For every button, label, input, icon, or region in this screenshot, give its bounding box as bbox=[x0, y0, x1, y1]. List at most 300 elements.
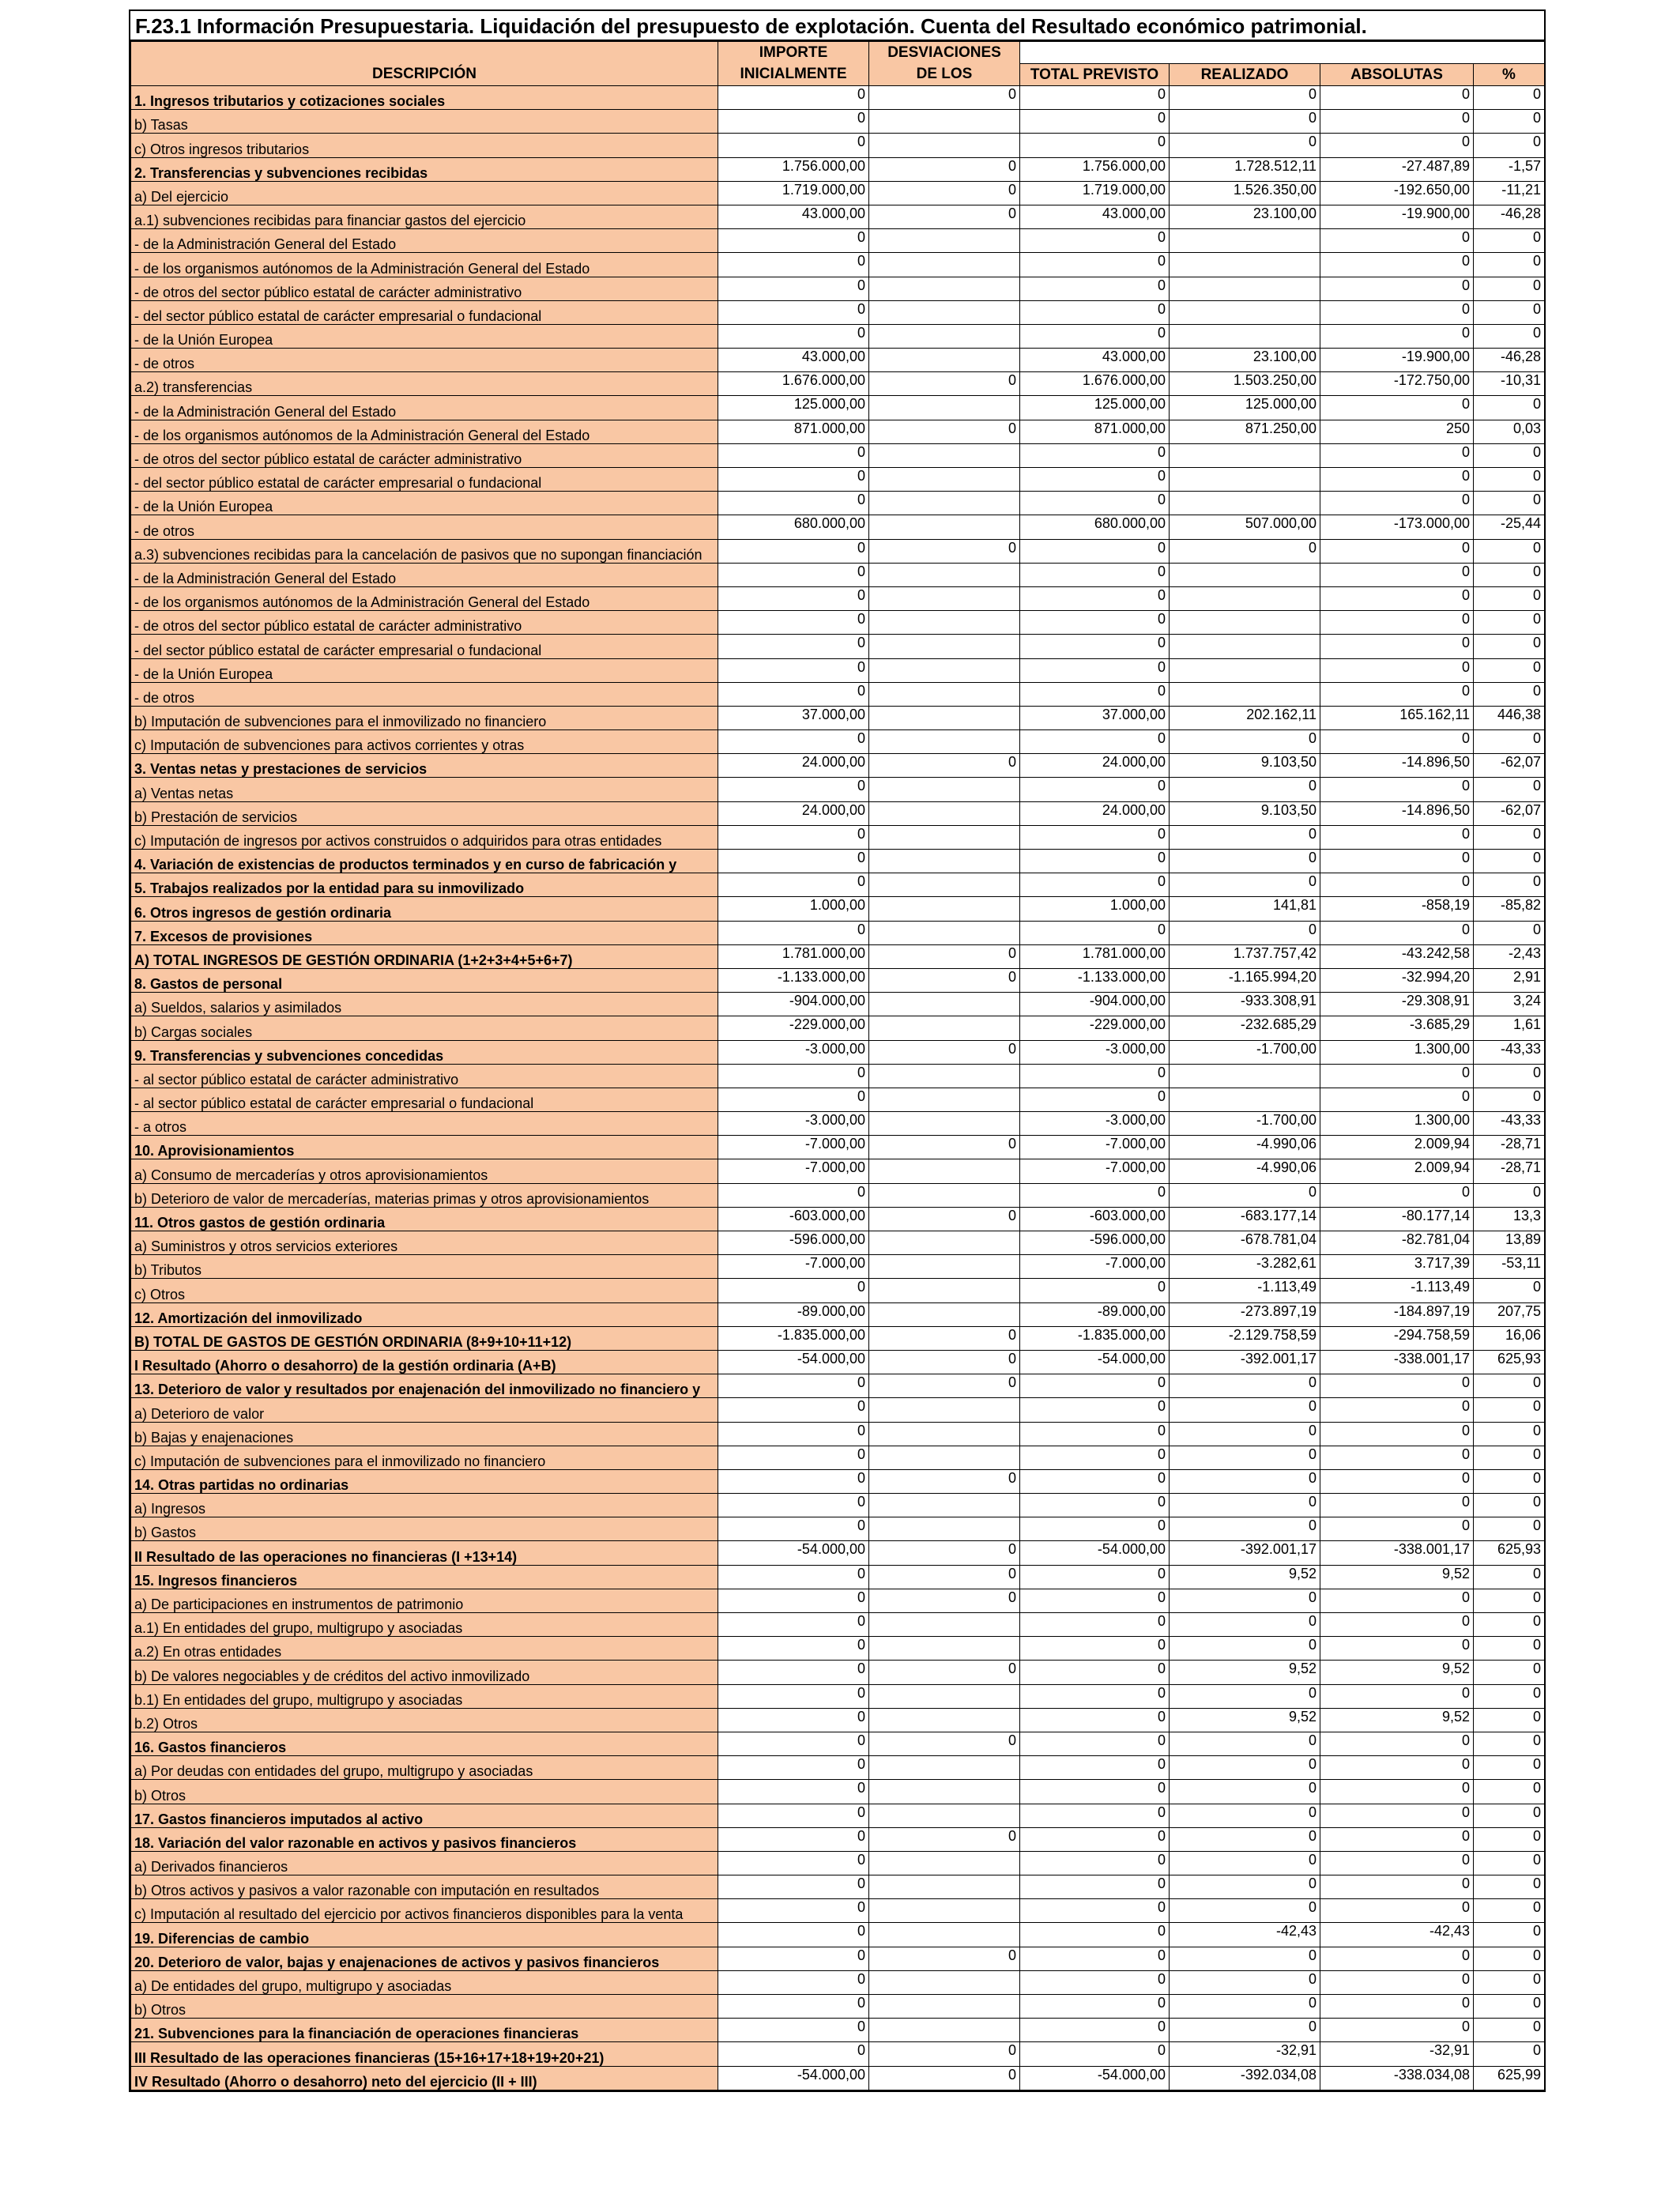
cell-realizado: 0 bbox=[1170, 1398, 1320, 1422]
cell-total-previsto: 0 bbox=[1020, 1661, 1170, 1684]
table-row bbox=[131, 944, 1545, 968]
cell-desviaciones bbox=[869, 1016, 1020, 1040]
cell-absolutas: 0 bbox=[1320, 1398, 1474, 1422]
row-description: - del sector público estatal de carácter empresarial o fundacional bbox=[131, 468, 718, 492]
table-row bbox=[131, 1541, 1545, 1565]
cell-inicialmente: 0 bbox=[718, 873, 869, 897]
cell-desviaciones: 0 bbox=[869, 1350, 1020, 1374]
table-row bbox=[131, 253, 1545, 277]
cell-total-previsto: -54.000,00 bbox=[1020, 1541, 1170, 1565]
cell-percent: 0 bbox=[1474, 611, 1545, 635]
cell-inicialmente: -603.000,00 bbox=[718, 1207, 869, 1231]
table-row bbox=[131, 468, 1545, 492]
cell-absolutas: 0 bbox=[1320, 1589, 1474, 1612]
cell-total-previsto: 0 bbox=[1020, 1613, 1170, 1637]
cell-inicialmente: -7.000,00 bbox=[718, 1255, 869, 1279]
cell-desviaciones: 0 bbox=[869, 539, 1020, 563]
cell-absolutas: 0 bbox=[1320, 277, 1474, 300]
cell-inicialmente: 0 bbox=[718, 1732, 869, 1755]
table-row bbox=[131, 229, 1545, 253]
cell-realizado: 0 bbox=[1170, 1875, 1320, 1899]
row-description: - de la Unión Europea bbox=[131, 658, 718, 682]
row-description: 21. Subvenciones para la financiación de operaciones financieras bbox=[131, 2019, 718, 2042]
cell-desviaciones bbox=[869, 1875, 1020, 1899]
cell-desviaciones bbox=[869, 443, 1020, 467]
cell-total-previsto: 0 bbox=[1020, 921, 1170, 944]
cell-desviaciones bbox=[869, 324, 1020, 348]
cell-total-previsto: 0 bbox=[1020, 1088, 1170, 1111]
cell-total-previsto: 1.781.000,00 bbox=[1020, 944, 1170, 968]
row-description: 19. Diferencias de cambio bbox=[131, 1923, 718, 1947]
cell-desviaciones bbox=[869, 1613, 1020, 1637]
cell-desviaciones: 0 bbox=[869, 1661, 1020, 1684]
cell-total-previsto: 24.000,00 bbox=[1020, 801, 1170, 825]
cell-total-previsto: 0 bbox=[1020, 492, 1170, 515]
cell-percent: 0 bbox=[1474, 1923, 1545, 1947]
cell-realizado: 0 bbox=[1170, 921, 1320, 944]
cell-inicialmente: 0 bbox=[718, 1995, 869, 2019]
table-row bbox=[131, 921, 1545, 944]
cell-percent: 0 bbox=[1474, 443, 1545, 467]
cell-percent: -85,82 bbox=[1474, 897, 1545, 921]
cell-total-previsto: 0 bbox=[1020, 778, 1170, 801]
cell-inicialmente: 0 bbox=[718, 563, 869, 586]
cell-percent: 0 bbox=[1474, 921, 1545, 944]
cell-absolutas: -19.900,00 bbox=[1320, 349, 1474, 372]
cell-absolutas: 0 bbox=[1320, 658, 1474, 682]
cell-inicialmente: 0 bbox=[718, 1851, 869, 1875]
cell-desviaciones bbox=[869, 1302, 1020, 1326]
cell-desviaciones bbox=[869, 1494, 1020, 1517]
cell-absolutas: 9,52 bbox=[1320, 1565, 1474, 1589]
cell-percent: -43,33 bbox=[1474, 1040, 1545, 1064]
cell-inicialmente: -229.000,00 bbox=[718, 1016, 869, 1040]
cell-desviaciones: 0 bbox=[869, 754, 1020, 778]
cell-realizado: 141,81 bbox=[1170, 897, 1320, 921]
row-description: - al sector público estatal de carácter empresarial o fundacional bbox=[131, 1088, 718, 1111]
cell-inicialmente: 0 bbox=[718, 1422, 869, 1446]
cell-inicialmente: -7.000,00 bbox=[718, 1159, 869, 1183]
row-description: a.2) En otras entidades bbox=[131, 1637, 718, 1661]
cell-realizado: -1.700,00 bbox=[1170, 1040, 1320, 1064]
cell-realizado: 0 bbox=[1170, 1947, 1320, 1970]
cell-absolutas: -14.896,50 bbox=[1320, 801, 1474, 825]
cell-percent: -28,71 bbox=[1474, 1159, 1545, 1183]
cell-desviaciones bbox=[869, 801, 1020, 825]
cell-absolutas: -172.750,00 bbox=[1320, 372, 1474, 396]
table-row bbox=[131, 1565, 1545, 1589]
cell-inicialmente: 0 bbox=[718, 1661, 869, 1684]
cell-total-previsto: 0 bbox=[1020, 1374, 1170, 1398]
cell-desviaciones bbox=[869, 1517, 1020, 1541]
cell-total-previsto: 0 bbox=[1020, 2019, 1170, 2042]
row-description: b) Cargas sociales bbox=[131, 1016, 718, 1040]
cell-inicialmente: 0 bbox=[718, 1183, 869, 1207]
cell-inicialmente: 0 bbox=[718, 324, 869, 348]
cell-inicialmente: -54.000,00 bbox=[718, 2066, 869, 2090]
table-row bbox=[131, 492, 1545, 515]
table-row bbox=[131, 2019, 1545, 2042]
table-row bbox=[131, 1899, 1545, 1923]
header-percent: % bbox=[1474, 64, 1545, 86]
cell-absolutas: -32,91 bbox=[1320, 2042, 1474, 2066]
cell-total-previsto: 0 bbox=[1020, 1684, 1170, 1708]
table-row bbox=[131, 778, 1545, 801]
cell-total-previsto: -596.000,00 bbox=[1020, 1231, 1170, 1255]
table-row bbox=[131, 993, 1545, 1016]
cell-inicialmente: 0 bbox=[718, 539, 869, 563]
cell-inicialmente: 1.719.000,00 bbox=[718, 181, 869, 205]
cell-realizado: 0 bbox=[1170, 1183, 1320, 1207]
cell-inicialmente: 0 bbox=[718, 682, 869, 706]
cell-realizado: 0 bbox=[1170, 1804, 1320, 1827]
cell-total-previsto: 0 bbox=[1020, 1183, 1170, 1207]
table-row bbox=[131, 611, 1545, 635]
cell-inicialmente: 0 bbox=[718, 229, 869, 253]
cell-absolutas: 0 bbox=[1320, 1613, 1474, 1637]
cell-realizado: 0 bbox=[1170, 134, 1320, 157]
table-row bbox=[131, 1970, 1545, 1994]
cell-realizado bbox=[1170, 443, 1320, 467]
cell-percent: 0 bbox=[1474, 110, 1545, 134]
cell-inicialmente: 0 bbox=[718, 253, 869, 277]
row-description: c) Imputación de subvenciones para activos corrientes y otras bbox=[131, 730, 718, 754]
cell-desviaciones bbox=[869, 1804, 1020, 1827]
cell-realizado: 0 bbox=[1170, 1469, 1320, 1493]
cell-percent: 0 bbox=[1474, 324, 1545, 348]
table-row bbox=[131, 1302, 1545, 1326]
cell-absolutas: 0 bbox=[1320, 1374, 1474, 1398]
row-description: - de otros del sector público estatal de carácter administrativo bbox=[131, 611, 718, 635]
cell-absolutas: -338.034,08 bbox=[1320, 2066, 1474, 2090]
cell-realizado: -273.897,19 bbox=[1170, 1302, 1320, 1326]
cell-realizado: -232.685,29 bbox=[1170, 1016, 1320, 1040]
cell-percent: 0 bbox=[1474, 563, 1545, 586]
row-description: 4. Variación de existencias de productos terminados y en curso de fabricación y bbox=[131, 850, 718, 873]
cell-absolutas: 9,52 bbox=[1320, 1661, 1474, 1684]
cell-realizado: 23.100,00 bbox=[1170, 349, 1320, 372]
cell-inicialmente: -1.133.000,00 bbox=[718, 968, 869, 992]
cell-percent: 0 bbox=[1474, 1088, 1545, 1111]
header-total-previsto: TOTAL PREVISTO bbox=[1020, 64, 1170, 86]
cell-percent: 0 bbox=[1474, 658, 1545, 682]
header-de-los: DE LOS bbox=[869, 64, 1020, 86]
cell-inicialmente: 0 bbox=[718, 1756, 869, 1780]
table-row bbox=[131, 2066, 1545, 2090]
cell-inicialmente: 0 bbox=[718, 277, 869, 300]
cell-realizado: 125.000,00 bbox=[1170, 396, 1320, 420]
cell-absolutas: 0 bbox=[1320, 1517, 1474, 1541]
row-description: - a otros bbox=[131, 1112, 718, 1136]
cell-realizado: 0 bbox=[1170, 1494, 1320, 1517]
cell-total-previsto: -904.000,00 bbox=[1020, 993, 1170, 1016]
header-realizado: REALIZADO bbox=[1170, 64, 1320, 86]
cell-total-previsto: 1.719.000,00 bbox=[1020, 181, 1170, 205]
table-row bbox=[131, 205, 1545, 228]
cell-total-previsto: 1.676.000,00 bbox=[1020, 372, 1170, 396]
cell-percent: 0 bbox=[1474, 300, 1545, 324]
cell-realizado: -392.001,17 bbox=[1170, 1541, 1320, 1565]
cell-percent: 625,93 bbox=[1474, 1350, 1545, 1374]
row-description: 20. Deterioro de valor, bajas y enajenaciones de activos y pasivos financieros bbox=[131, 1947, 718, 1970]
cell-absolutas: 0 bbox=[1320, 1970, 1474, 1994]
cell-realizado bbox=[1170, 300, 1320, 324]
table-row bbox=[131, 850, 1545, 873]
cell-inicialmente: -54.000,00 bbox=[718, 1541, 869, 1565]
cell-inicialmente: 0 bbox=[718, 110, 869, 134]
cell-inicialmente: 0 bbox=[718, 1947, 869, 1970]
cell-absolutas: 0 bbox=[1320, 229, 1474, 253]
cell-percent: 625,93 bbox=[1474, 1541, 1545, 1565]
cell-desviaciones bbox=[869, 1112, 1020, 1136]
cell-absolutas: 0 bbox=[1320, 1684, 1474, 1708]
cell-percent: 0 bbox=[1474, 2019, 1545, 2042]
row-description: 11. Otros gastos de gestión ordinaria bbox=[131, 1207, 718, 1231]
row-description: a) Derivados financieros bbox=[131, 1851, 718, 1875]
row-description: a) De participaciones en instrumentos de patrimonio bbox=[131, 1589, 718, 1612]
cell-percent: -10,31 bbox=[1474, 372, 1545, 396]
cell-absolutas: -80.177,14 bbox=[1320, 1207, 1474, 1231]
table-row bbox=[131, 157, 1545, 181]
cell-inicialmente: 0 bbox=[718, 1923, 869, 1947]
table-row bbox=[131, 1136, 1545, 1159]
header-description-top bbox=[131, 42, 718, 64]
row-description: a.3) subvenciones recibidas para la cancelación de pasivos que no supongan financiación bbox=[131, 539, 718, 563]
table-row bbox=[131, 372, 1545, 396]
cell-inicialmente: 0 bbox=[718, 1899, 869, 1923]
cell-absolutas: 0 bbox=[1320, 2019, 1474, 2042]
page-title: F.23.1 Información Presupuestaria. Liquidación del presupuesto de explotación. Cuenta del Resultado económico patrimonial. bbox=[130, 11, 1544, 41]
cell-percent: 13,89 bbox=[1474, 1231, 1545, 1255]
cell-percent: 0 bbox=[1474, 396, 1545, 420]
cell-total-previsto: 0 bbox=[1020, 86, 1170, 110]
cell-inicialmente: 37.000,00 bbox=[718, 706, 869, 729]
cell-absolutas: -43.242,58 bbox=[1320, 944, 1474, 968]
cell-inicialmente: -3.000,00 bbox=[718, 1112, 869, 1136]
row-description: - de otros del sector público estatal de carácter administrativo bbox=[131, 277, 718, 300]
cell-absolutas: 9,52 bbox=[1320, 1708, 1474, 1732]
cell-desviaciones bbox=[869, 300, 1020, 324]
cell-percent: 0 bbox=[1474, 134, 1545, 157]
cell-absolutas: 0 bbox=[1320, 825, 1474, 849]
cell-percent: 0 bbox=[1474, 468, 1545, 492]
table-row bbox=[131, 1279, 1545, 1302]
cell-percent: 0 bbox=[1474, 1279, 1545, 1302]
cell-total-previsto: 0 bbox=[1020, 1398, 1170, 1422]
cell-absolutas: 0 bbox=[1320, 1064, 1474, 1088]
cell-total-previsto: 0 bbox=[1020, 635, 1170, 658]
cell-realizado: -933.308,91 bbox=[1170, 993, 1320, 1016]
cell-inicialmente: 0 bbox=[718, 921, 869, 944]
cell-percent: 0 bbox=[1474, 1064, 1545, 1088]
row-description: II Resultado de las operaciones no financieras (I +13+14) bbox=[131, 1541, 718, 1565]
header-inicialmente: INICIALMENTE bbox=[718, 64, 869, 86]
cell-absolutas: 1.300,00 bbox=[1320, 1112, 1474, 1136]
cell-desviaciones: 0 bbox=[869, 1040, 1020, 1064]
row-description: A) TOTAL INGRESOS DE GESTIÓN ORDINARIA (1+2+3+4+5+6+7) bbox=[131, 944, 718, 968]
cell-absolutas: 0 bbox=[1320, 134, 1474, 157]
cell-inicialmente: -3.000,00 bbox=[718, 1040, 869, 1064]
cell-inicialmente: 0 bbox=[718, 443, 869, 467]
row-description: - de otros bbox=[131, 349, 718, 372]
table-row bbox=[131, 635, 1545, 658]
cell-desviaciones bbox=[869, 134, 1020, 157]
cell-realizado: 23.100,00 bbox=[1170, 205, 1320, 228]
cell-total-previsto: -7.000,00 bbox=[1020, 1136, 1170, 1159]
cell-absolutas: 0 bbox=[1320, 1947, 1474, 1970]
cell-percent: 625,99 bbox=[1474, 2066, 1545, 2090]
cell-total-previsto: 0 bbox=[1020, 1637, 1170, 1661]
row-description: c) Otros ingresos tributarios bbox=[131, 134, 718, 157]
cell-absolutas: 0 bbox=[1320, 635, 1474, 658]
cell-percent: 0 bbox=[1474, 1661, 1545, 1684]
cell-total-previsto: -54.000,00 bbox=[1020, 2066, 1170, 2090]
row-description: - de otros bbox=[131, 682, 718, 706]
cell-desviaciones bbox=[869, 1684, 1020, 1708]
cell-absolutas: 0 bbox=[1320, 443, 1474, 467]
cell-realizado: -4.990,06 bbox=[1170, 1159, 1320, 1183]
cell-desviaciones: 0 bbox=[869, 86, 1020, 110]
cell-desviaciones bbox=[869, 658, 1020, 682]
cell-desviaciones bbox=[869, 563, 1020, 586]
cell-realizado: -2.129.758,59 bbox=[1170, 1326, 1320, 1350]
cell-desviaciones: 0 bbox=[869, 1469, 1020, 1493]
cell-percent: 0 bbox=[1474, 1494, 1545, 1517]
cell-desviaciones bbox=[869, 515, 1020, 539]
cell-inicialmente: 125.000,00 bbox=[718, 396, 869, 420]
cell-desviaciones bbox=[869, 396, 1020, 420]
cell-percent: 0 bbox=[1474, 586, 1545, 610]
cell-total-previsto: 24.000,00 bbox=[1020, 754, 1170, 778]
cell-percent: 13,3 bbox=[1474, 1207, 1545, 1231]
row-description: 7. Excesos de provisiones bbox=[131, 921, 718, 944]
cell-desviaciones: 0 bbox=[869, 1136, 1020, 1159]
row-description: b) Otros activos y pasivos a valor razonable con imputación en resultados bbox=[131, 1875, 718, 1899]
row-description: 10. Aprovisionamientos bbox=[131, 1136, 718, 1159]
cell-inicialmente: 1.756.000,00 bbox=[718, 157, 869, 181]
cell-realizado: 0 bbox=[1170, 873, 1320, 897]
cell-desviaciones bbox=[869, 778, 1020, 801]
cell-total-previsto: 0 bbox=[1020, 1517, 1170, 1541]
cell-realizado: 0 bbox=[1170, 1684, 1320, 1708]
cell-realizado: 9.103,50 bbox=[1170, 801, 1320, 825]
cell-desviaciones: 0 bbox=[869, 1947, 1020, 1970]
cell-total-previsto: 0 bbox=[1020, 563, 1170, 586]
cell-total-previsto: 0 bbox=[1020, 1469, 1170, 1493]
table-row bbox=[131, 825, 1545, 849]
cell-percent: 0 bbox=[1474, 1374, 1545, 1398]
cell-desviaciones bbox=[869, 1446, 1020, 1469]
cell-total-previsto: 0 bbox=[1020, 1899, 1170, 1923]
cell-desviaciones: 0 bbox=[869, 1541, 1020, 1565]
cell-absolutas: 0 bbox=[1320, 850, 1474, 873]
cell-inicialmente: 0 bbox=[718, 1279, 869, 1302]
cell-percent: -53,11 bbox=[1474, 1255, 1545, 1279]
cell-percent: 0 bbox=[1474, 1851, 1545, 1875]
row-description: b) Bajas y enajenaciones bbox=[131, 1422, 718, 1446]
cell-total-previsto: 0 bbox=[1020, 850, 1170, 873]
row-description: 12. Amortización del inmovilizado bbox=[131, 1302, 718, 1326]
cell-total-previsto: -7.000,00 bbox=[1020, 1255, 1170, 1279]
cell-total-previsto: 0 bbox=[1020, 1995, 1170, 2019]
cell-desviaciones bbox=[869, 1231, 1020, 1255]
cell-absolutas: 250 bbox=[1320, 420, 1474, 443]
table-row bbox=[131, 1112, 1545, 1136]
cell-realizado bbox=[1170, 563, 1320, 586]
cell-inicialmente: 0 bbox=[718, 1494, 869, 1517]
row-description: - de los organismos autónomos de la Administración General del Estado bbox=[131, 586, 718, 610]
cell-absolutas: 0 bbox=[1320, 586, 1474, 610]
cell-percent: 207,75 bbox=[1474, 1302, 1545, 1326]
cell-total-previsto: 0 bbox=[1020, 2042, 1170, 2066]
cell-desviaciones: 0 bbox=[869, 968, 1020, 992]
cell-percent: -11,21 bbox=[1474, 181, 1545, 205]
table-row bbox=[131, 396, 1545, 420]
cell-inicialmente: -596.000,00 bbox=[718, 1231, 869, 1255]
cell-realizado: -4.990,06 bbox=[1170, 1136, 1320, 1159]
table-row bbox=[131, 539, 1545, 563]
cell-percent: 446,38 bbox=[1474, 706, 1545, 729]
cell-percent: 0 bbox=[1474, 492, 1545, 515]
cell-realizado: -392.001,17 bbox=[1170, 1350, 1320, 1374]
cell-desviaciones bbox=[869, 586, 1020, 610]
table-row bbox=[131, 420, 1545, 443]
row-description: c) Imputación de ingresos por activos construidos o adquiridos para otras entidades bbox=[131, 825, 718, 849]
cell-total-previsto: 680.000,00 bbox=[1020, 515, 1170, 539]
cell-total-previsto: 0 bbox=[1020, 1446, 1170, 1469]
row-description: IV Resultado (Ahorro o desahorro) neto del ejercicio (II + III) bbox=[131, 2066, 718, 2090]
table-row bbox=[131, 873, 1545, 897]
cell-total-previsto: 0 bbox=[1020, 586, 1170, 610]
cell-absolutas: -338.001,17 bbox=[1320, 1350, 1474, 1374]
row-description: - de los organismos autónomos de la Administración General del Estado bbox=[131, 253, 718, 277]
row-description: a) De entidades del grupo, multigrupo y asociadas bbox=[131, 1970, 718, 1994]
cell-percent: -46,28 bbox=[1474, 349, 1545, 372]
cell-inicialmente: 0 bbox=[718, 825, 869, 849]
cell-desviaciones bbox=[869, 611, 1020, 635]
table-row bbox=[131, 324, 1545, 348]
cell-percent: 0 bbox=[1474, 539, 1545, 563]
cell-inicialmente: 0 bbox=[718, 2042, 869, 2066]
cell-total-previsto: 0 bbox=[1020, 253, 1170, 277]
cell-realizado bbox=[1170, 468, 1320, 492]
row-description: a) Consumo de mercaderías y otros aprovisionamientos bbox=[131, 1159, 718, 1183]
cell-desviaciones bbox=[869, 492, 1020, 515]
cell-total-previsto: -3.000,00 bbox=[1020, 1040, 1170, 1064]
table-row bbox=[131, 1780, 1545, 1804]
table-row bbox=[131, 682, 1545, 706]
row-description: - de otros del sector público estatal de carácter administrativo bbox=[131, 443, 718, 467]
cell-realizado: 1.728.512,11 bbox=[1170, 157, 1320, 181]
cell-total-previsto: 0 bbox=[1020, 1756, 1170, 1780]
cell-realizado bbox=[1170, 658, 1320, 682]
cell-inicialmente: 0 bbox=[718, 586, 869, 610]
row-description: - de otros bbox=[131, 515, 718, 539]
cell-absolutas: -338.001,17 bbox=[1320, 1541, 1474, 1565]
cell-percent: 0 bbox=[1474, 1398, 1545, 1422]
cell-absolutas: 165.162,11 bbox=[1320, 706, 1474, 729]
cell-total-previsto: 0 bbox=[1020, 730, 1170, 754]
cell-absolutas: -29.308,91 bbox=[1320, 993, 1474, 1016]
table-row bbox=[131, 1827, 1545, 1851]
cell-percent: -62,07 bbox=[1474, 754, 1545, 778]
row-description: I Resultado (Ahorro o desahorro) de la gestión ordinaria (A+B) bbox=[131, 1350, 718, 1374]
cell-realizado: 871.250,00 bbox=[1170, 420, 1320, 443]
row-description: a) Del ejercicio bbox=[131, 181, 718, 205]
cell-inicialmente: 680.000,00 bbox=[718, 515, 869, 539]
cell-inicialmente: 0 bbox=[718, 1446, 869, 1469]
cell-absolutas: 0 bbox=[1320, 1875, 1474, 1899]
